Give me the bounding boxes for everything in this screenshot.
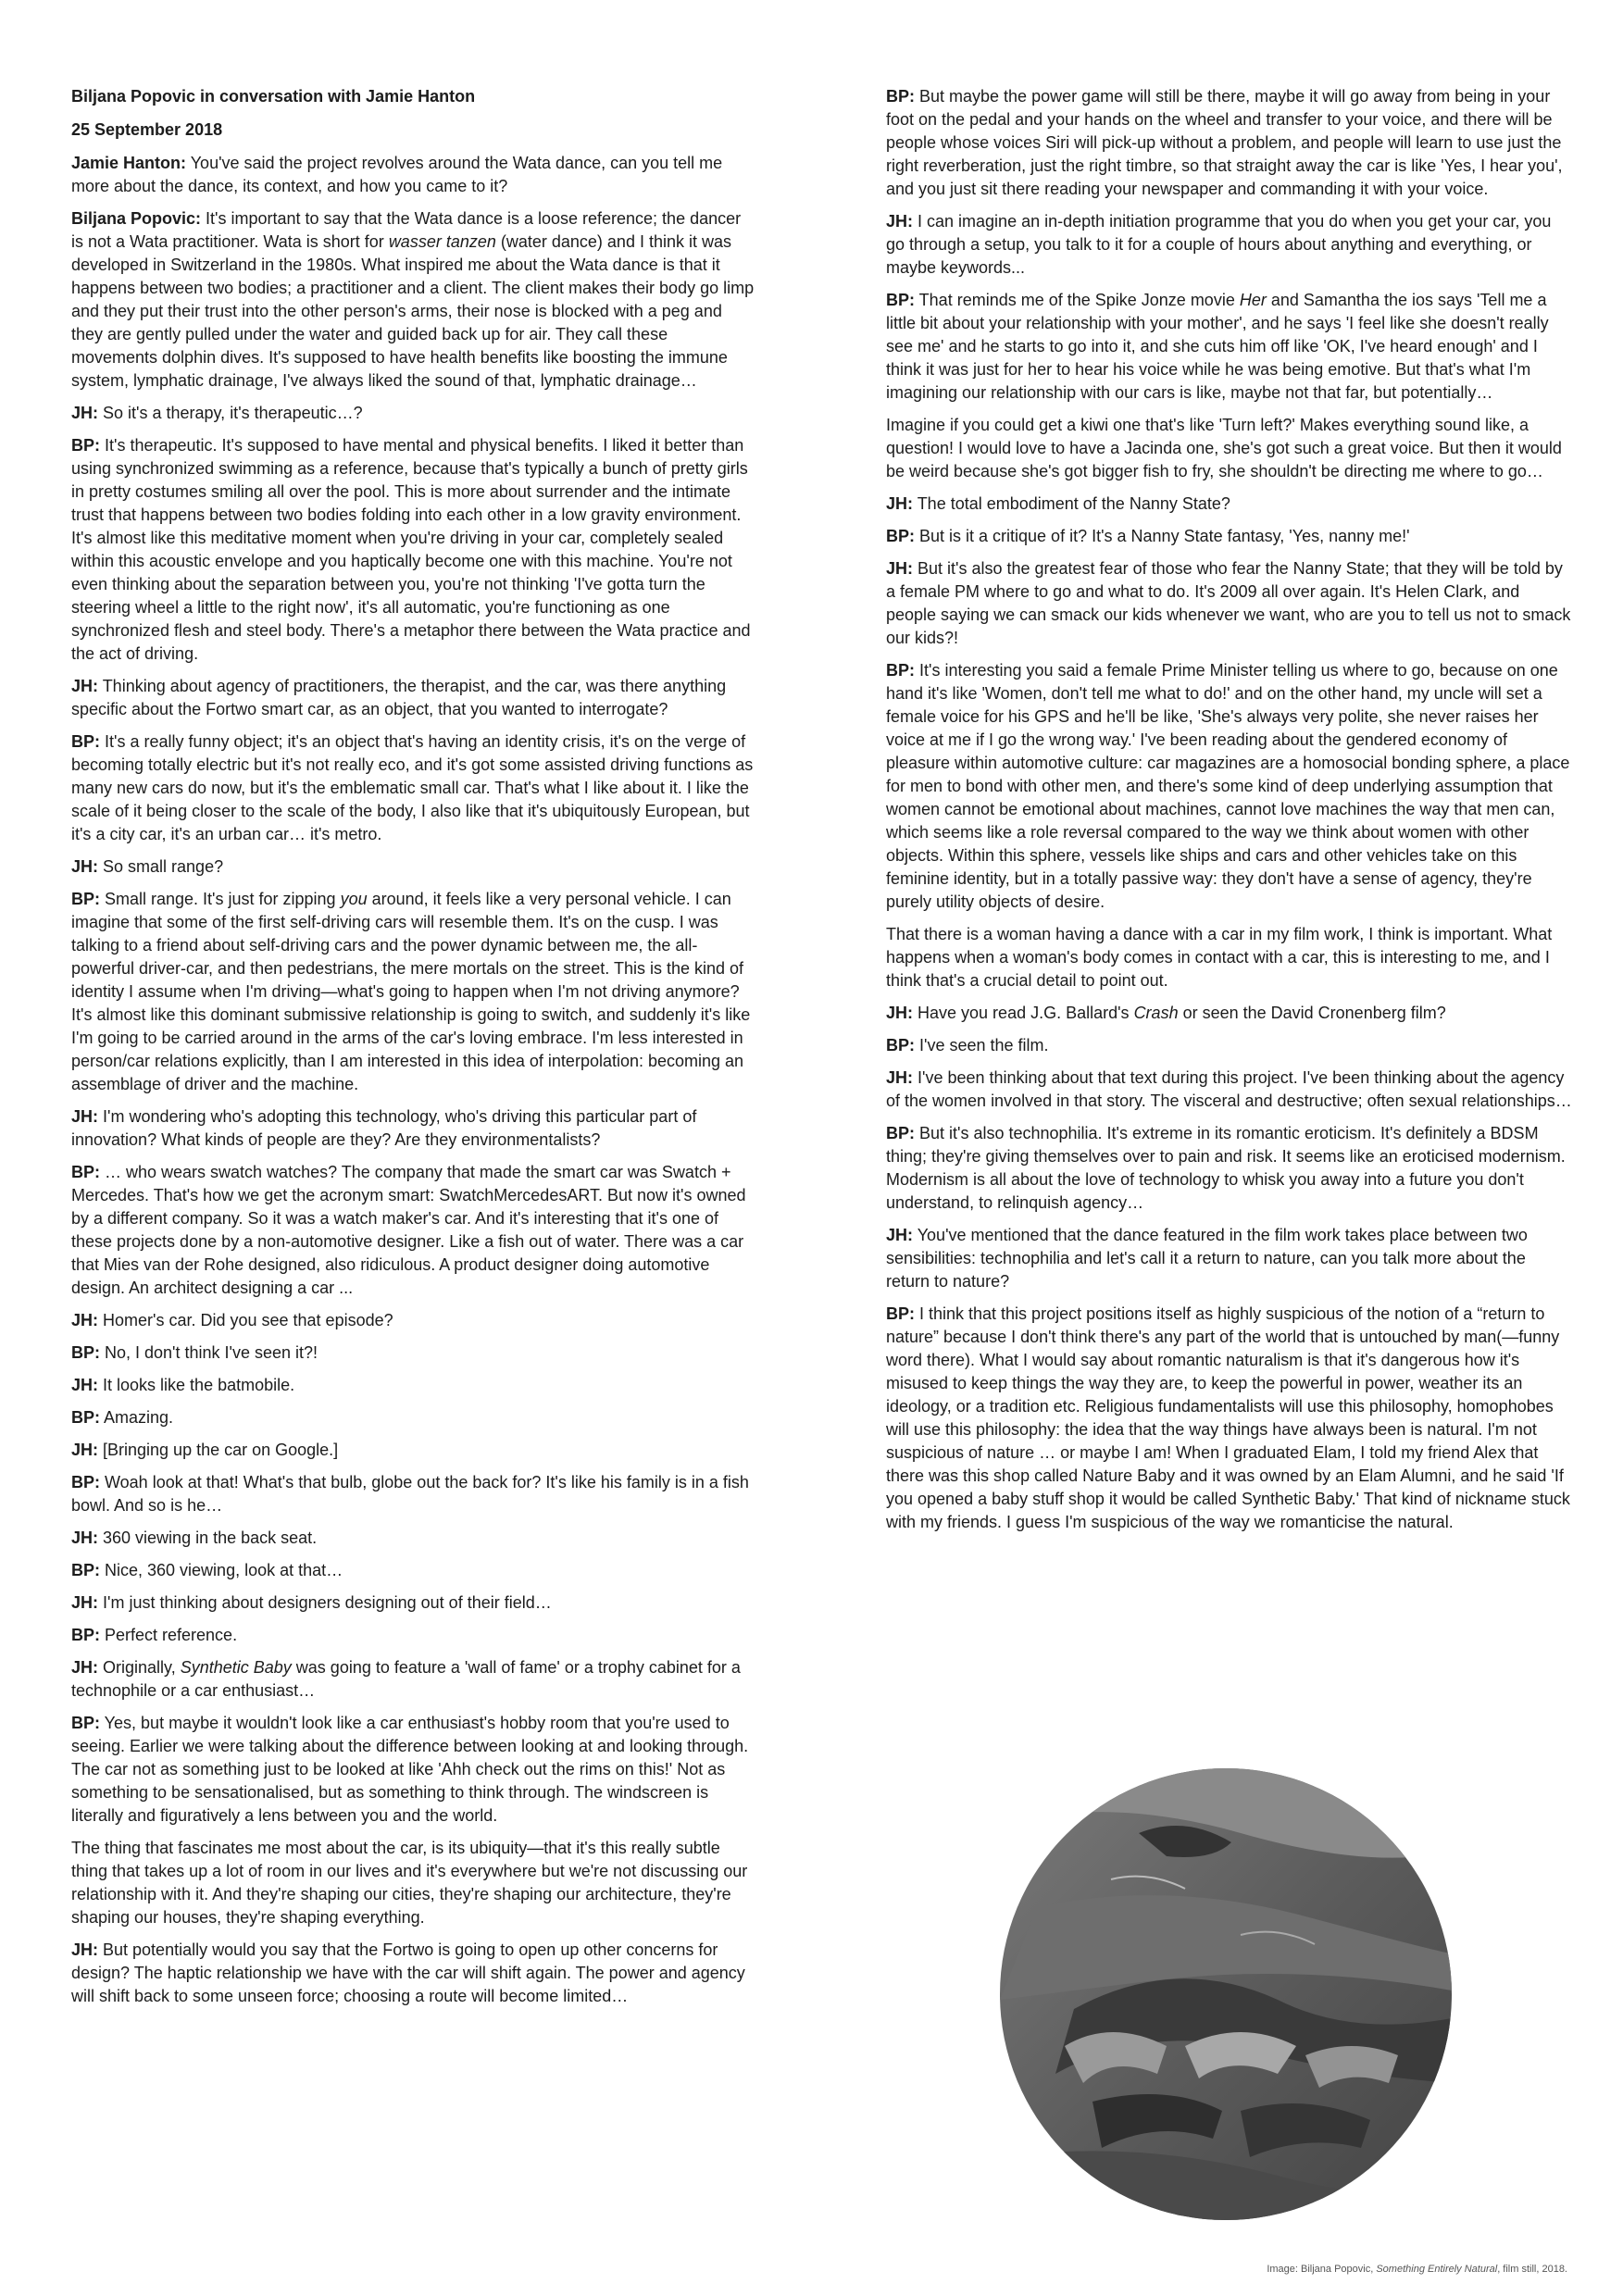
caption-prefix: Image: Biljana Popovic, (1267, 2264, 1377, 2275)
speaker-label: JH: (886, 1068, 914, 1087)
interview-paragraph (886, 1122, 1572, 1215)
speaker-label: JH: (886, 1226, 914, 1244)
paragraph-text: But maybe the power game will still be there, maybe it will go away from being in your foot on the pedal and your hands on the wheel and transfer to your voice, and there will be people whose voices Siri will pick-up without a problem, and people will learn to use just the right reverberation, just the right timbre, so that straight away the car is like 'Yes, I hear you', and you just sit there reading your newspaper and commanding it with your voice. (886, 87, 1563, 198)
interview-paragraph (71, 1559, 757, 1582)
paragraph-text: Woah look at that! What's that bulb, globe out the back for? It's like his family is in a fish bowl. And so is he… (71, 1473, 749, 1515)
paragraph-text: I'm just thinking about designers designing out of their field… (98, 1593, 552, 1612)
paragraph-text: I'm wondering who's adopting this technology, who's driving this particular part of innovation? What kinds of people are they? Are they environmentalists? (71, 1107, 697, 1149)
paragraph-text: It's interesting you said a female Prime Minister telling us where to go, because on one hand it's like 'Women, don't tell me what to do!' and on the other hand, my uncle will set a female voice for his GPS and he'll be like, 'She's always very polite, she never raises her voice at me if I go the wrong way.' I've been reading about the gendered economy of pleasure within automotive culture: car magazines are a homosocial bonding sphere, a place for men to bond with other men, and there's some kind of deep underlying assumption that women cannot be emotional about machines, cannot love machines the way that men can, which seems like a role reversal compared to the way we think about women with other objects. Within this sphere, vessels like ships and cars and other vehicles take on this feminine identity, but in a totally passive way: they don't have a sense of agency, they're purely utility objects of desire. (886, 661, 1570, 911)
interview-paragraph (71, 1105, 757, 1152)
paragraph-text: 360 viewing in the back seat. (98, 1529, 318, 1547)
paragraph-text: I can imagine an in-depth initiation programme that you do when you get your car, you go through a setup, you talk to it for a couple of hours about anything and everything, or maybe keywords... (886, 212, 1552, 277)
paragraph-text: [Bringing up the car on Google.] (98, 1441, 339, 1459)
right-body (886, 85, 1572, 1534)
interview-paragraph (71, 1341, 757, 1365)
interview-paragraph (71, 1439, 757, 1462)
paragraph-text: That there is a woman having a dance with a car in my film work, I think is important. What happens when a woman's body comes in contact with a car, this is interesting to me, and I think that's a crucial detail to point out. (886, 925, 1553, 990)
speaker-label: Jamie Hanton: (71, 154, 187, 172)
speaker-label: JH: (71, 1658, 99, 1677)
speaker-label: BP: (71, 1163, 100, 1181)
left-column (71, 85, 757, 2017)
speaker-label: JH: (71, 1107, 99, 1126)
interview-paragraph (71, 1309, 757, 1332)
interview-paragraph (71, 1161, 757, 1300)
speaker-label: JH: (886, 212, 914, 231)
speaker-label: BP: (886, 1124, 915, 1142)
paragraph-text: It's a really funny object; it's an object that's having an identity crisis, it's on the verge of becoming totally electric but it's not really eco, and it's got some assisted driving functions as many new cars do now, but it's the emblematic small car. That's what I like about it. I like the scale of it being closer to the scale of the body, I also like that it's ubiquitously European, but it's a city car, it's an urban car… it's metro. (71, 732, 754, 843)
italic-title: Her (1239, 291, 1267, 309)
paragraph-text: But is it a critique of it? It's a Nanny State fantasy, 'Yes, nanny me!' (915, 527, 1410, 545)
paragraph-text: Small range. It's just for zipping (100, 890, 341, 908)
paragraph-text: was going to feature a 'wall of fame' or a trophy cabinet for a technophile or a car enthusiast… (71, 1658, 741, 1700)
paragraph-text: No, I don't think I've seen it?! (100, 1343, 318, 1362)
speaker-label: JH: (886, 1004, 914, 1022)
paragraph-text: You've said the project revolves around the Wata dance, can you tell me more about the dance, its context, and how you came to it? (71, 154, 723, 195)
interview-paragraph (71, 152, 757, 198)
speaker-label: JH: (886, 559, 914, 578)
speaker-label: JH: (71, 404, 99, 422)
speaker-label: BP: (886, 661, 915, 680)
interview-paragraph (886, 493, 1572, 516)
speaker-label: BP: (886, 1036, 915, 1054)
paragraph-text: around, it feels like a very personal vehicle. I can imagine that some of the first self-driving cars will resemble them. It's on the cusp. I was talking to a friend about self-driving cars and the power dynamic between me, the all-powerful driver-car, and then pedestrians, the mere mortals on the street. This is the kind of identity I assume when I'm driving—what's going to happen when I'm not driving anymore? It's almost like this dominant submissive relationship is going to switch, and suddenly it's like I'm going to be carried around in the arms of the car's loving embrace. I'm less interested in person/car relations explicitly, than I am interested in this idea of interpolation: becoming an assemblage of driver and the machine. (71, 890, 751, 1093)
interview-paragraph (71, 1624, 757, 1647)
image-caption (1267, 2263, 1567, 2276)
paragraph-text: (water dance) and I think it was developed in Switzerland in the 1980s. What inspired me about the Wata dance is that it happens between two bodies; a practitioner and a client. The client makes their body go limp and they put their trust into the other person's arms, their nose is blocked with a peg and they are gently pulled under the water and guided back up for air. They call these movements dolphin dives. It's supposed to have health benefits like boosting the immune system, lymphatic drainage, I've always liked the sound of that, lymphatic drainage… (71, 232, 755, 390)
speaker-label: JH: (71, 1940, 99, 1959)
speaker-label: BP: (886, 87, 915, 106)
interview-paragraph (71, 1527, 757, 1550)
paragraph-text: You've mentioned that the dance featured in the film work takes place between two sensibilities: technophilia and let's call it a return to nature, can you talk more about the return to nature? (886, 1226, 1528, 1291)
paragraph-text: Amazing. (100, 1408, 174, 1427)
interview-paragraph (71, 1471, 757, 1517)
interview-paragraph (71, 1406, 757, 1429)
paragraph-text: Perfect reference. (100, 1626, 238, 1644)
interview-paragraph (71, 1656, 757, 1703)
italic-title: you (340, 890, 368, 908)
paragraph-text: Yes, but maybe it wouldn't look like a car enthusiast's hobby room that you're used to seeing. Earlier we were talking about the difference between looking at and looking through. The car not as something just to be looked at like 'Ahh check out the rims on this!' Not as something to be sensationalised, but as something to think through. The windscreen is literally and figuratively a lens between you and the world. (71, 1714, 749, 1825)
interview-paragraph (886, 1034, 1572, 1057)
interview-paragraph (886, 557, 1572, 650)
speaker-label: BP: (71, 732, 100, 751)
paragraph-text: It looks like the batmobile. (98, 1376, 295, 1394)
italic-title: Synthetic Baby (180, 1658, 292, 1677)
right-column (886, 85, 1572, 1543)
speaker-label: BP: (71, 890, 100, 908)
speaker-label: BP: (71, 1408, 100, 1427)
paragraph-text: I've seen the film. (915, 1036, 1049, 1054)
caption-title: Something Entirely Natural (1376, 2264, 1498, 2275)
speaker-label: BP: (71, 1714, 100, 1732)
speaker-label: JH: (71, 1376, 99, 1394)
interview-paragraph (886, 1067, 1572, 1113)
interview-paragraph (71, 402, 757, 425)
speaker-label: JH: (886, 494, 914, 513)
interview-paragraph (886, 1303, 1572, 1534)
speaker-label: JH: (71, 1593, 99, 1612)
paragraph-text: Imagine if you could get a kiwi one that's like 'Turn left?' Makes everything sound like, a question! I would love to have a Jacinda one, she's got such a great voice. But then it would be weird because she's got bigger fish to fry, she shouldn't be directing me where to go… (886, 416, 1562, 480)
paragraph-text: That reminds me of the Spike Jonze movie (915, 291, 1240, 309)
interview-paragraph (71, 434, 757, 666)
caption-suffix: , film still, 2018. (1497, 2264, 1567, 2275)
paragraph-text: So small range? (98, 857, 224, 876)
left-body (71, 152, 757, 2008)
interview-paragraph (886, 525, 1572, 548)
interview-paragraph (71, 675, 757, 721)
interview-paragraph (886, 659, 1572, 914)
article-title: Biljana Popovic in conversation with Jamie Hanton (71, 87, 476, 106)
speaker-label: BP: (886, 1304, 915, 1323)
paragraph-text: or seen the David Cronenberg film? (1178, 1004, 1446, 1022)
paragraph-text: and Samantha the ios says 'Tell me a little bit about your relationship with your mother', and he says 'I feel like she doesn't really see me' and he starts to go into it, and she cuts him off like 'OK, I've heard enough' and I think it was just for her to hear his voice while he was being emotive. But that's what I'm imagining our relationship with our cars is like, maybe not that far, but potentially… (886, 291, 1549, 402)
interview-paragraph (71, 1837, 757, 1929)
interview-paragraph (71, 1591, 757, 1615)
paragraph-text: The total embodiment of the Nanny State? (913, 494, 1230, 513)
speaker-label: BP: (71, 1473, 100, 1491)
speaker-label: Biljana Popovic: (71, 209, 202, 228)
interview-paragraph (71, 730, 757, 846)
speaker-label: BP: (71, 436, 100, 455)
paragraph-text: … who wears swatch watches? The company that made the smart car was Swatch + Mercedes. That's how we get the acronym smart: SwatchMercedesART. But now it's owned by a different company. So it was a watch maker's car. And it's interesting that it's one of these projects done by a non-automotive designer. Like a fish out of water. There was a car that Mies van der Rohe designed, also ridiculous. A product designer doing automotive design. An architect designing a car ... (71, 1163, 746, 1297)
italic-title: wasser tanzen (388, 232, 496, 251)
speaker-label: BP: (886, 291, 915, 309)
paragraph-text: But it's also the greatest fear of those who fear the Nanny State; that they will be told by a female PM where to go and what to do. It's 2009 all over again. It's Helen Clark, and people saying we can smack our kids whenever we want, who are you to tell us not to smack our kids?! (886, 559, 1571, 647)
interview-paragraph (886, 289, 1572, 405)
italic-title: Crash (1133, 1004, 1179, 1022)
speaker-label: JH: (71, 1441, 99, 1459)
interview-paragraph (71, 1712, 757, 1828)
interview-paragraph (886, 923, 1572, 992)
paragraph-text: But it's also technophilia. It's extreme in its romantic eroticism. It's definitely a BDSM thing; they're giving themselves over to pain and risk. It seems like an eroticised modernism. Modernism is all about the love of technology to whisk you away into a future you don't understand, to relinquish agency… (886, 1124, 1566, 1212)
speaker-label: JH: (71, 677, 99, 695)
paragraph-text: So it's a therapy, it's therapeutic…? (98, 404, 363, 422)
paragraph-text: But potentially would you say that the Fortwo is going to open up other concerns for design? The haptic relationship we have with the car will shift again. The power and agency will shift back to some unseen force; choosing a route will become limited… (71, 1940, 745, 2005)
interview-paragraph (886, 85, 1572, 201)
speaker-label: JH: (71, 1529, 99, 1547)
speaker-label: JH: (71, 1311, 99, 1329)
paragraph-text: Thinking about agency of practitioners, the therapist, and the car, was there anything specific about the Fortwo smart car, as an object, that you wanted to interrogate? (71, 677, 727, 718)
interview-paragraph (71, 207, 757, 393)
speaker-label: BP: (886, 527, 915, 545)
paragraph-text: It's therapeutic. It's supposed to have mental and physical benefits. I liked it better than using synchronized swimming as a reference, because that's typically a bunch of pretty girls in pretty costumes smiling all over the pool. This is more about surrender and the intimate trust that happens between two bodies folding into each other in a low gravity environment. It's almost like this meditative moment when you're driving in your car, completely sealed within this acoustic envelope and you haptically become one with this machine. You're not even thinking about the separation between you, you're not thinking 'I've gotta turn the steering wheel a little to the right now', it's all automatic, you're functioning as one synchronized flesh and steel body. There's a metaphor there between the Wata practice and the act of driving. (71, 436, 751, 663)
speaker-label: BP: (71, 1343, 100, 1362)
paragraph-text: I've been thinking about that text during this project. I've been thinking about the agency of the women involved in that story. The visceral and destructive; often sexual relationships… (886, 1068, 1572, 1110)
paragraph-text: Originally, (98, 1658, 181, 1677)
interview-paragraph (886, 1002, 1572, 1025)
paragraph-text: Homer's car. Did you see that episode? (98, 1311, 393, 1329)
speaker-label: JH: (71, 857, 99, 876)
interview-paragraph (71, 888, 757, 1096)
paragraph-text: The thing that fascinates me most about the car, is its ubiquity—that it's this really subtle thing that takes up a lot of room in our lives and it's everywhere but we're not discussing our relationship with it. And they're shaping our cities, they're shaping our architecture, they're shaping our houses, they're shaping everything. (71, 1839, 748, 1927)
speaker-label: BP: (71, 1626, 100, 1644)
speaker-label: BP: (71, 1561, 100, 1579)
interview-paragraph (71, 1939, 757, 2008)
article-date: 25 September 2018 (71, 120, 223, 139)
interview-paragraph (71, 855, 757, 879)
interview-paragraph (886, 1224, 1572, 1293)
paragraph-text: I think that this project positions itself as highly suspicious of the notion of a “return to nature” because I don't think there's any part of the world that is untouched by man(—funny word there). What I would say about romantic naturalism is that it's dangerous how it's misused to keep things the way they are, to keep the powerful in power, weather its an ideology, or a tradition etc. Religious fundamentalists will use this philosophy, homophobes will use this philosophy: the idea that the way things have always been is natural. I'm not suspicious of nature … or maybe I am! When I graduated Elam, I told my friend Alex that there was this shop called Nature Baby and it was owned by an Elam Alumni, and he said 'If you opened a baby stuff shop it would be called Synthetic Baby.' That kind of nickname stuck with my friends. I guess I'm suspicious of the way we romanticise the natural. (886, 1304, 1570, 1531)
interview-paragraph (71, 1374, 757, 1397)
paragraph-text: Have you read J.G. Ballard's (913, 1004, 1134, 1022)
film-still-image (1000, 1768, 1452, 2220)
paragraph-text: It's important to say that the Wata dance is a loose reference; the dancer is not a Wata practitioner. Wata is short for (71, 209, 742, 251)
interview-paragraph (886, 210, 1572, 280)
paragraph-text: Nice, 360 viewing, look at that… (100, 1561, 343, 1579)
interview-paragraph (886, 414, 1572, 483)
